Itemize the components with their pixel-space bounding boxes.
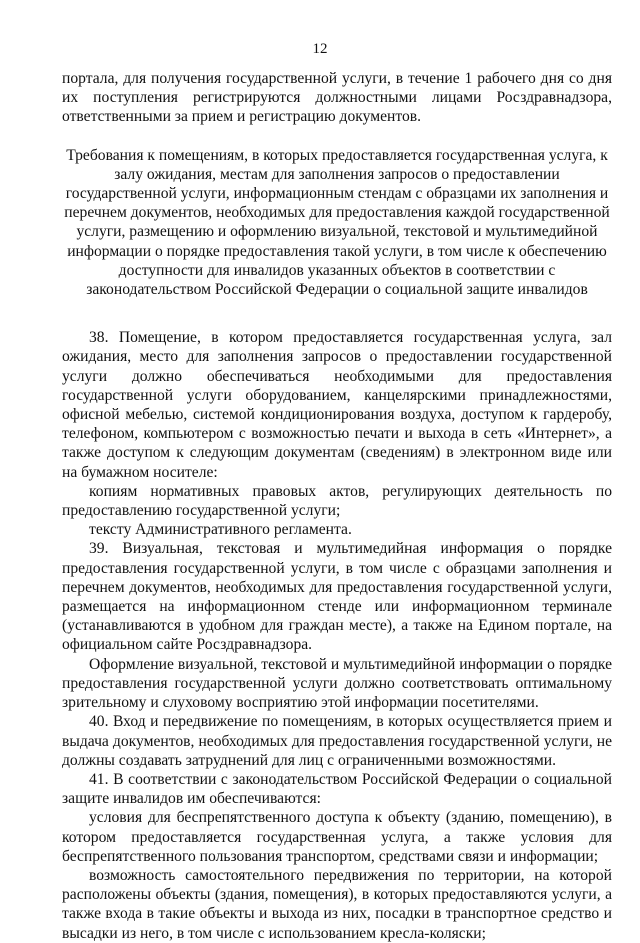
- page-number: 12: [312, 41, 328, 57]
- paragraph-38-item-2: тексту Административного регламента.: [89, 521, 352, 539]
- paragraph-39: 39. Визуальная, текстовая и мультимедийная информация о порядке предоставления государственной услуги, в том числе с образцами заполнения и перечнем документов, необходимых для предоставления государственной услуги, размещается на информационном стенде или информационном терминале (устанавливаются в удобном для граждан месте), а также на Едином портале, на официальном сайте Росздравнадзора.: [62, 540, 612, 654]
- paragraph-41-item-2: возможность самостоятельного передвижения по территории, на которой расположены объекты (здания, помещения), в которых предоставляются услуги, а также входа в такие объекты и выхода из них, посадки в транспортное средство и высадки из него, в том числе с использованием кресла-коляски;: [62, 866, 612, 942]
- paragraph-40: 40. Вход и передвижение по помещениям, в которых осуществляется прием и выдача документов, необходимых для предоставления государственной услуги, не должны создавать затруднений для лиц с ограниченными возможностями.: [62, 713, 612, 769]
- paragraph-38-item-1: копиям нормативных правовых актов, регулирующих деятельность по предоставлению государственной услуги;: [62, 482, 612, 520]
- paragraph-39-design: Оформление визуальной, текстовой и мультимедийной информации о порядке предоставления государственной услуги должно соответствовать оптимальному зрительному и слуховому восприятию этой информации посетителями.: [62, 655, 612, 712]
- paragraph-41-item-1: условия для беспрепятственного доступа к объекту (зданию, помещению), в котором предоставляется государственная услуга, а также условия для беспрепятственного пользования транспортом, средствами связи и информации;: [62, 809, 612, 865]
- paragraph-41: 41. В соответствии с законодательством Российской Федерации о социальной защите инвалидов им обеспечиваются:: [62, 770, 612, 808]
- intro-paragraph: портала, для получения государственной услуги, в течение 1 рабочего дня со дня их поступления регистрируются должностными лицами Росздравнадзора, ответственными за прием и регистрацию документов.: [62, 70, 612, 126]
- document-body: [62, 69, 612, 943]
- paragraph-38: 38. Помещение, в котором предоставляется государственная услуга, зал ожидания, место для заполнения запросов о предоставлении государственной услуги должно обеспечиваться необходимыми для предоставления государственной услуги оборудованием, канцелярскими принадлежностями, офисной мебелью, системой кондиционирования воздуха, доступом к гардеробу, телефоном, компьютером с возможностью печати и выхода в сеть «Интернет», а также доступом к следующим документам (сведениям) в электронном виде или на бумажном носителе:: [62, 329, 612, 481]
- section-heading: Требования к помещениям, в которых предоставляется государственная услуга, к залу ожидания, местам для заполнения запросов о предоставлении государственной услуги, информационным стендам с образцами их заполнения и перечнем документов, необходимых для предоставления каждой государственной услуги, размещению и оформлению визуальной, текстовой и мультимедийной информации о порядке предоставления такой услуги, в том числе к обеспечению доступности для инвалидов указанных объектов в соответствии с законодательством Российской Федерации о социальной защите инвалидов: [64, 146, 610, 299]
